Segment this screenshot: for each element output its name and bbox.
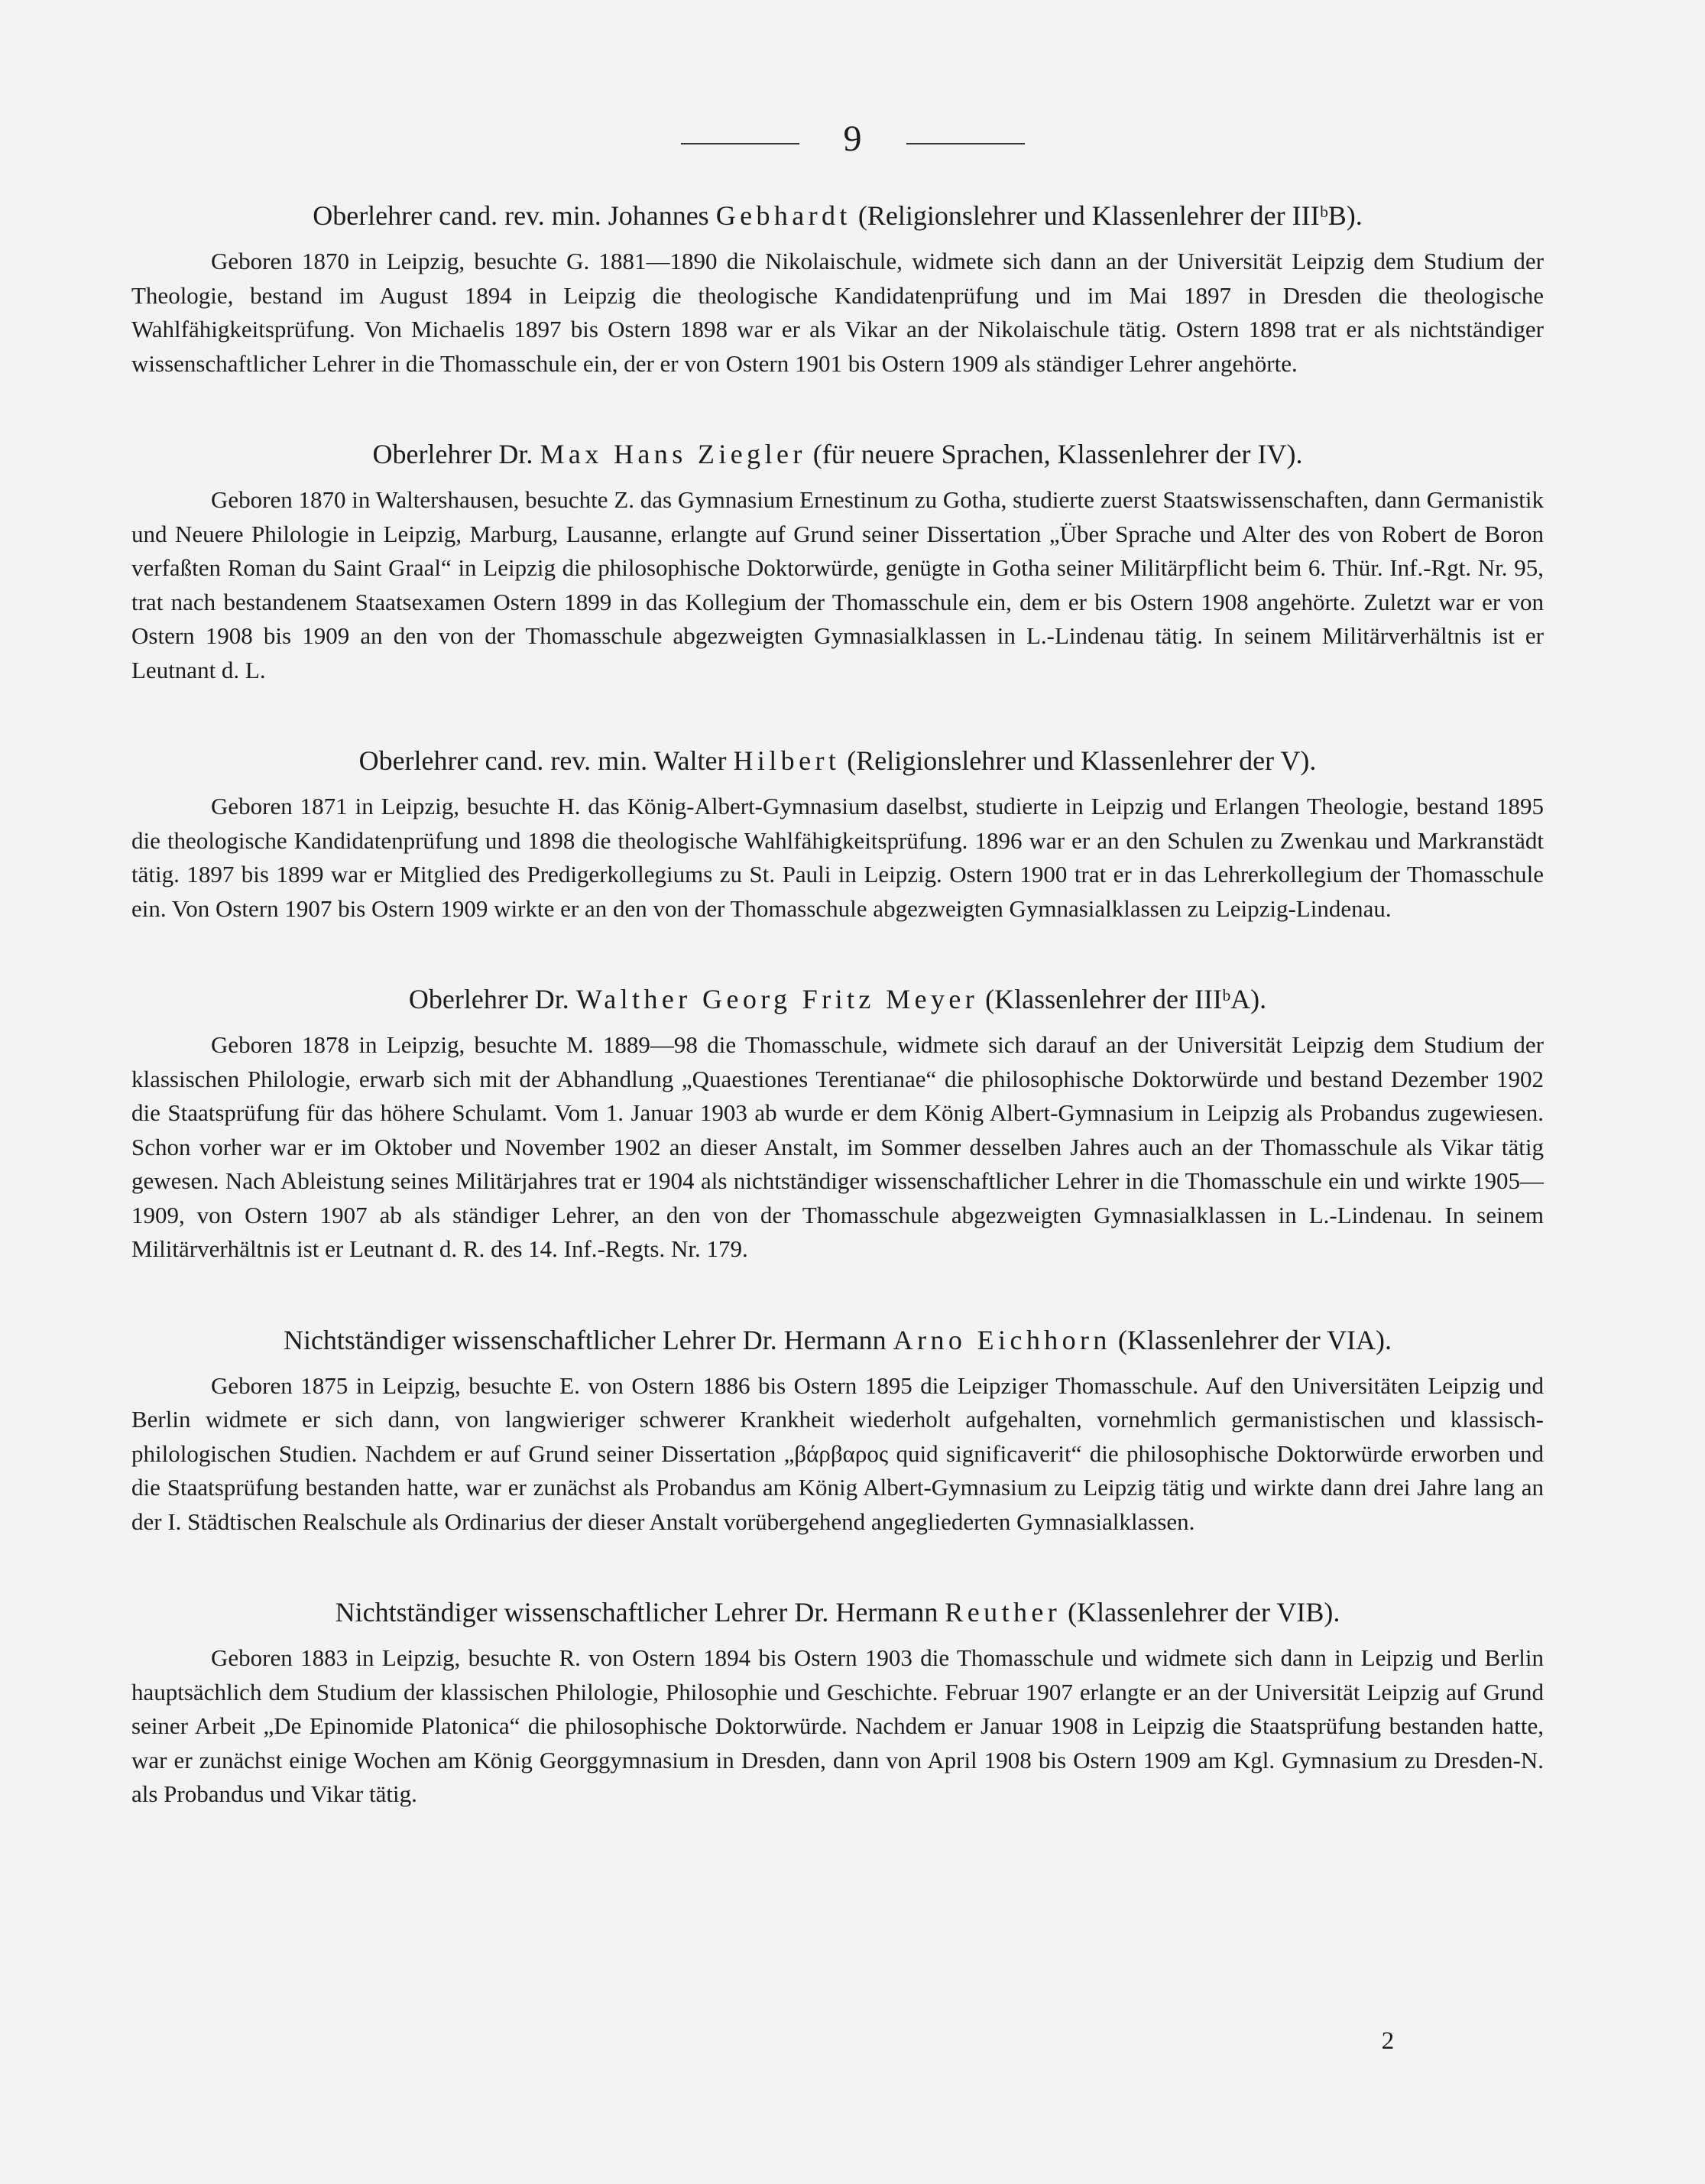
heading-suffix: (Religionslehrer und Klassenlehrer der IIIᵇB). (851, 200, 1363, 231)
entry-biography: Geboren 1878 in Leipzig, besuchte M. 1889—98 die Thomasschule, widmete sich darauf an der Universität Leipzig dem Studium der klassischen Philologie, erwarb sich mit der Abhandlung „Quaestiones Terentianae“ die philosophische Doktorwürde und bestand Dezember 1902 die Staatsprüfung für das höhere Schulamt. Vom 1. Januar 1903 ab wurde er dem König Albert-Gymnasium in Leipzig als Probandus zugewiesen. Schon vorher war er im Oktober und November 1902 an dieser Anstalt, im Sommer desselben Jahres auch an der Thomasschule als Vikar tätig gewesen. Nach Ableistung seines Militärjahres trat er 1904 als nichtständiger wissenschaftlicher Lehrer in die Thomasschule ein und wirkte 1905—1909, von Ostern 1907 ab als ständiger Lehrer, an den von der Thomasschule abgezweigten Gymnasialklassen in L.-Lindenau. In seinem Militärverhältnis ist er Leutnant d. R. des 14. Inf.-Regts. Nr. 179. (131, 1031, 1544, 1262)
heading-suffix: (für neuere Sprachen, Klassenlehrer der IV). (805, 439, 1303, 469)
page-header (0, 118, 1705, 159)
heading-name: Gebhardt (715, 200, 851, 231)
heading-prefix: Oberlehrer cand. rev. min. Johannes (313, 200, 716, 231)
heading-suffix: (Klassenlehrer der IIIᵇA). (978, 984, 1267, 1014)
entry-reuther (131, 1594, 1544, 1812)
entry-biography: Geboren 1883 in Leipzig, besuchte R. von Ostern 1894 bis Ostern 1903 die Thomasschule und widmete sich dann in Leipzig und Berlin hauptsächlich dem Studium der klassischen Philologie, Philosophie und Geschichte. Februar 1907 erlangte er an der Universität Leipzig auf Grund seiner Arbeit „De Epinomide Platonica“ die philosophische Doktorwürde. Nachdem er Januar 1908 in Leipzig die Staatsprüfung bestanden hatte, war er zunächst einige Wochen am König Georggymnasium in Dresden, dann von April 1908 bis Ostern 1909 am Kgl. Gymnasium zu Dresden-N. als Probandus und Vikar tätig. (131, 1644, 1544, 1807)
heading-name: Arno Eichhorn (893, 1324, 1111, 1355)
entry-heading (131, 1594, 1544, 1631)
heading-prefix: Nichtständiger wissenschaftlicher Lehrer Dr. Hermann (283, 1324, 893, 1355)
entry-hilbert (131, 742, 1544, 926)
entry-meyer (131, 981, 1544, 1267)
main-content (131, 197, 1544, 1867)
entry-biography: Geboren 1871 in Leipzig, besuchte H. das König-Albert-Gymnasium daselbst, studierte in Leipzig und Erlangen Theologie, bestand 1895 die theologische Kandidatenprüfung und 1898 die theologische Wahlfähigkeitsprüfung. 1896 war er an den Schulen zu Zwenkau und Markranstädt tätig. 1897 bis 1899 war er Mitglied des Predigerkollegiums zu St. Pauli in Leipzig. Ostern 1900 trat er in das Lehrerkollegium der Thomasschule ein. Von Ostern 1907 bis Ostern 1909 wirkte er an den von der Thomasschule abgezweigten Gymnasialklassen zu Leipzig-Lindenau. (131, 793, 1544, 922)
entry-biography: Geboren 1870 in Waltershausen, besuchte Z. das Gymnasium Ernestinum zu Gotha, studierte zuerst Staatswissenschaften, dann Germanistik und Neuere Philologie in Leipzig, Marburg, Lausanne, erlangte auf Grund seiner Dissertation „Über Sprache und Alter des von Robert de Boron verfaßten Roman du Saint Graal“ in Leipzig die philosophische Doktorwürde, genügte in Gotha seiner Militärpflicht beim 6. Thür. Inf.-Rgt. Nr. 95, trat nach bestandenem Staatsexamen Ostern 1899 in das Kollegium der Thomasschule ein, dem er bis Ostern 1908 angehörte. Zuletzt war er von Ostern 1908 bis 1909 an den von der Thomasschule abgezweigten Gymnasialklassen in L.-Lindenau tätig. In seinem Militärverhältnis ist er Leutnant d. L. (131, 486, 1544, 683)
entry-heading (131, 436, 1544, 472)
heading-name: Reuther (945, 1597, 1062, 1627)
heading-name: Hilbert (733, 745, 841, 776)
heading-prefix: Oberlehrer Dr. (408, 984, 576, 1014)
entry-heading (131, 1322, 1544, 1358)
heading-prefix: Nichtständiger wissenschaftlicher Lehrer Dr. Hermann (335, 1597, 945, 1627)
header-rule-left (681, 143, 799, 144)
entry-heading (131, 197, 1544, 234)
entry-ziegler (131, 436, 1544, 687)
heading-suffix: (Klassenlehrer der VIA). (1110, 1324, 1392, 1355)
entry-heading (131, 742, 1544, 779)
entry-biography: Geboren 1870 in Leipzig, besuchte G. 1881—1890 die Nikolaischule, widmete sich dann an der Universität Leipzig dem Studium der Theologie, bestand im August 1894 in Leipzig die theologische Kandidatenprüfung und im Mai 1897 in Dresden die theologische Wahlfähigkeitsprüfung. Von Michaelis 1897 bis Ostern 1898 war er als Vikar an der Nikolaischule tätig. Ostern 1898 trat er als nichtständiger wissenschaftlicher Lehrer in die Thomasschule ein, der er von Ostern 1901 bis Ostern 1909 als ständiger Lehrer angehörte. (131, 248, 1544, 377)
heading-suffix: (Religionslehrer und Klassenlehrer der V). (840, 745, 1317, 776)
heading-prefix: Oberlehrer cand. rev. min. Walter (358, 745, 734, 776)
entry-biography: Geboren 1875 in Leipzig, besuchte E. von Ostern 1886 bis Ostern 1895 die Leipziger Thomasschule. Auf den Universitäten Leipzig und Berlin widmete er sich dann, von langwieriger schwerer Krankheit wiederholt aufgehalten, vornehmlich germanistischen und klassisch-philologischen Studien. Nachdem er auf Grund seiner Dissertation „βάρβαρος quid significaverit“ die philosophische Doktorwürde erworben und die Staatsprüfung bestanden hatte, war er zunächst als Probandus am König Albert-Gymnasium zu Leipzig tätig und wirkte dann drei Jahre lang an der I. Städtischen Realschule als Ordinarius der dieser Anstalt vorübergehend angegliederten Gymnasialklassen. (131, 1371, 1544, 1535)
heading-suffix: (Klassenlehrer der VIB). (1061, 1597, 1340, 1627)
page-number: 9 (843, 118, 862, 159)
heading-name: Walther Georg Fritz Meyer (575, 984, 979, 1014)
entry-heading (131, 981, 1544, 1017)
heading-prefix: Oberlehrer Dr. (372, 439, 540, 469)
header-rule-right (906, 143, 1025, 144)
entry-gebhardt (131, 197, 1544, 381)
entry-eichhorn (131, 1322, 1544, 1540)
signature-mark: 2 (1381, 2027, 1395, 2055)
heading-name: Max Hans Ziegler (540, 439, 806, 469)
